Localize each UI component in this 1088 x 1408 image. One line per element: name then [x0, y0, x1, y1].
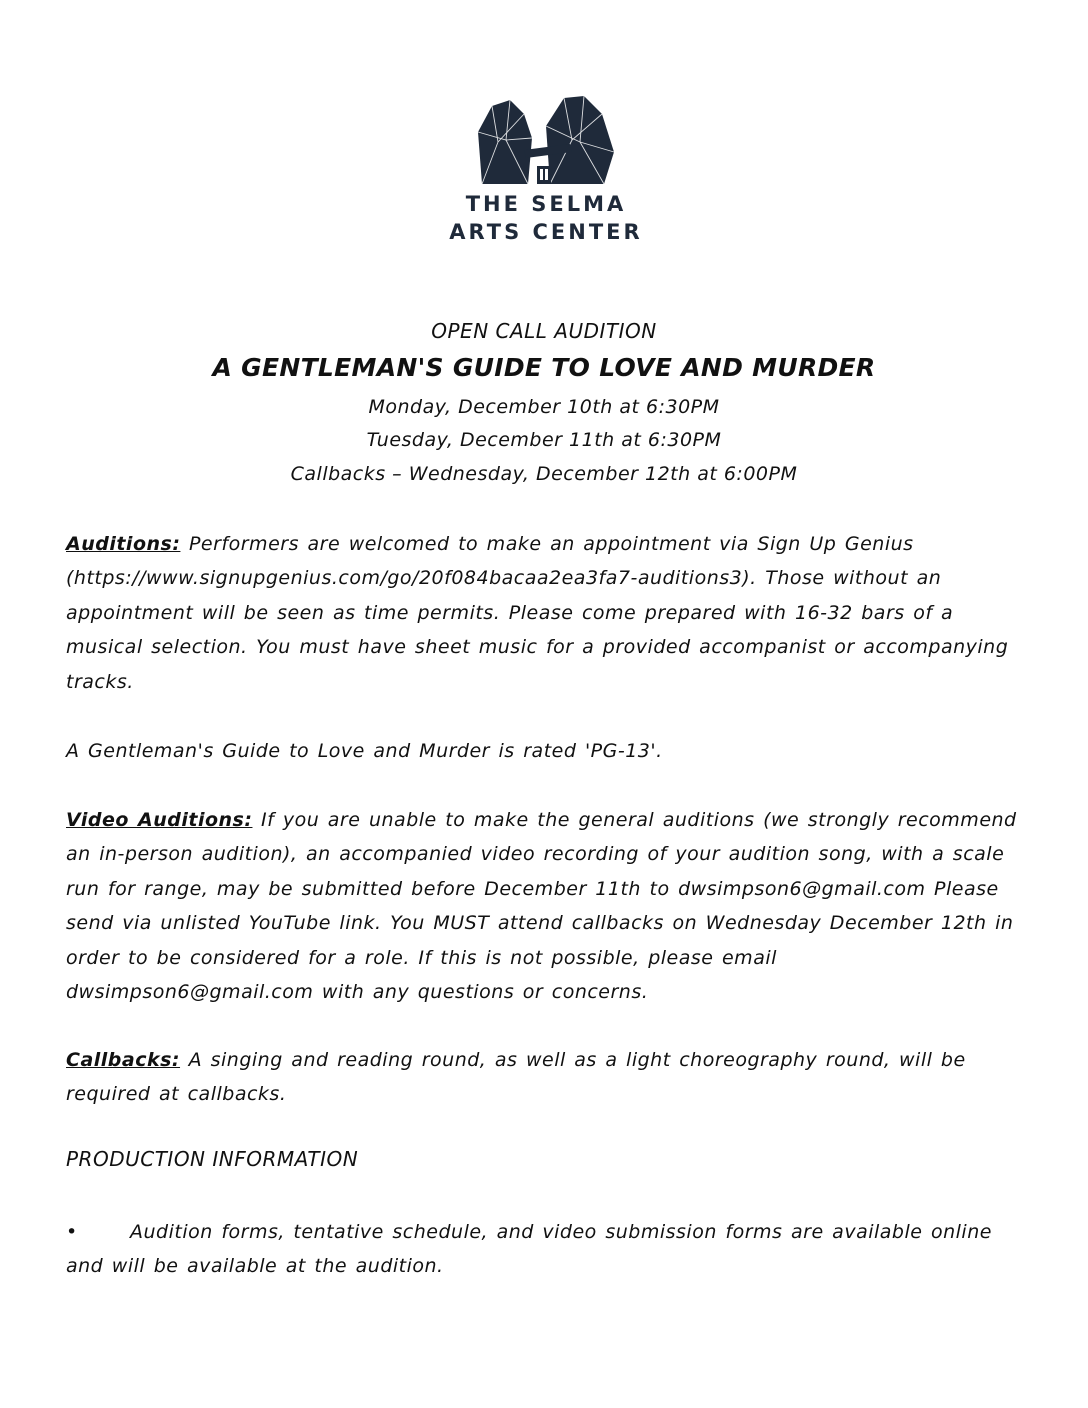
audition-date-1: Monday, December 10th at 6:30PM — [368, 396, 720, 418]
bullet-icon: • — [66, 1221, 78, 1243]
logo-text-line1: THE SELMA — [465, 192, 627, 216]
callback-date: Callbacks – Wednesday, December 12th at 6:00PM — [290, 463, 798, 485]
auditions-text: Performers are welcomed to make an appointment via Sign Up Genius (https://www.signupgenius.com/go/20f084bacaa2ea3fa7-auditions3). Those without an appointment will be seen as time permits. Please come prepared with 16-32 bars of a musical selection. You must have sheet music for a provided accompanist or accompanying tracks. — [66, 533, 1009, 693]
notice-kicker: OPEN CALL AUDITION — [431, 319, 657, 343]
callbacks-text: A singing and reading round, as well as a light choreography round, will be required at callbacks. — [66, 1049, 966, 1106]
production-info-heading: PRODUCTION INFORMATION — [66, 1147, 359, 1171]
callbacks-paragraph — [66, 1043, 1026, 1112]
video-auditions-text: If you are unable to make the general auditions (we strongly recommend an in-person audition), an accompanied video recording of your audition song, with a scale run for range, may be submitted before December 11th to dwsimpson6@gmail.com Please send via unlisted YouTube link. You MUST attend callbacks on Wednesday December 12th in order to be considered for a role. If this is not possible, please email dwsimpson6@gmail.com with any questions or concerns. — [66, 809, 1017, 1004]
rating-paragraph: A Gentleman's Guide to Love and Murder is rated 'PG-13'. — [66, 740, 663, 762]
auditions-lead: Auditions: — [66, 533, 181, 555]
auditions-paragraph — [66, 527, 1026, 699]
callbacks-lead: Callbacks: — [66, 1049, 181, 1071]
audition-date-2: Tuesday, December 11th at 6:30PM — [366, 429, 722, 451]
logo-mark-icon — [476, 92, 616, 188]
show-title: A GENTLEMAN'S GUIDE TO LOVE AND MURDER — [212, 353, 876, 382]
selma-arts-center-logo — [446, 92, 646, 252]
production-info-text: Audition forms, tentative schedule, and video submission forms are available online and will be available at the audition. — [66, 1221, 992, 1278]
video-auditions-paragraph — [66, 803, 1026, 1009]
production-info-item — [66, 1215, 1026, 1284]
video-auditions-lead: Video Auditions: — [66, 809, 253, 831]
logo-text-line2: ARTS CENTER — [449, 220, 643, 244]
